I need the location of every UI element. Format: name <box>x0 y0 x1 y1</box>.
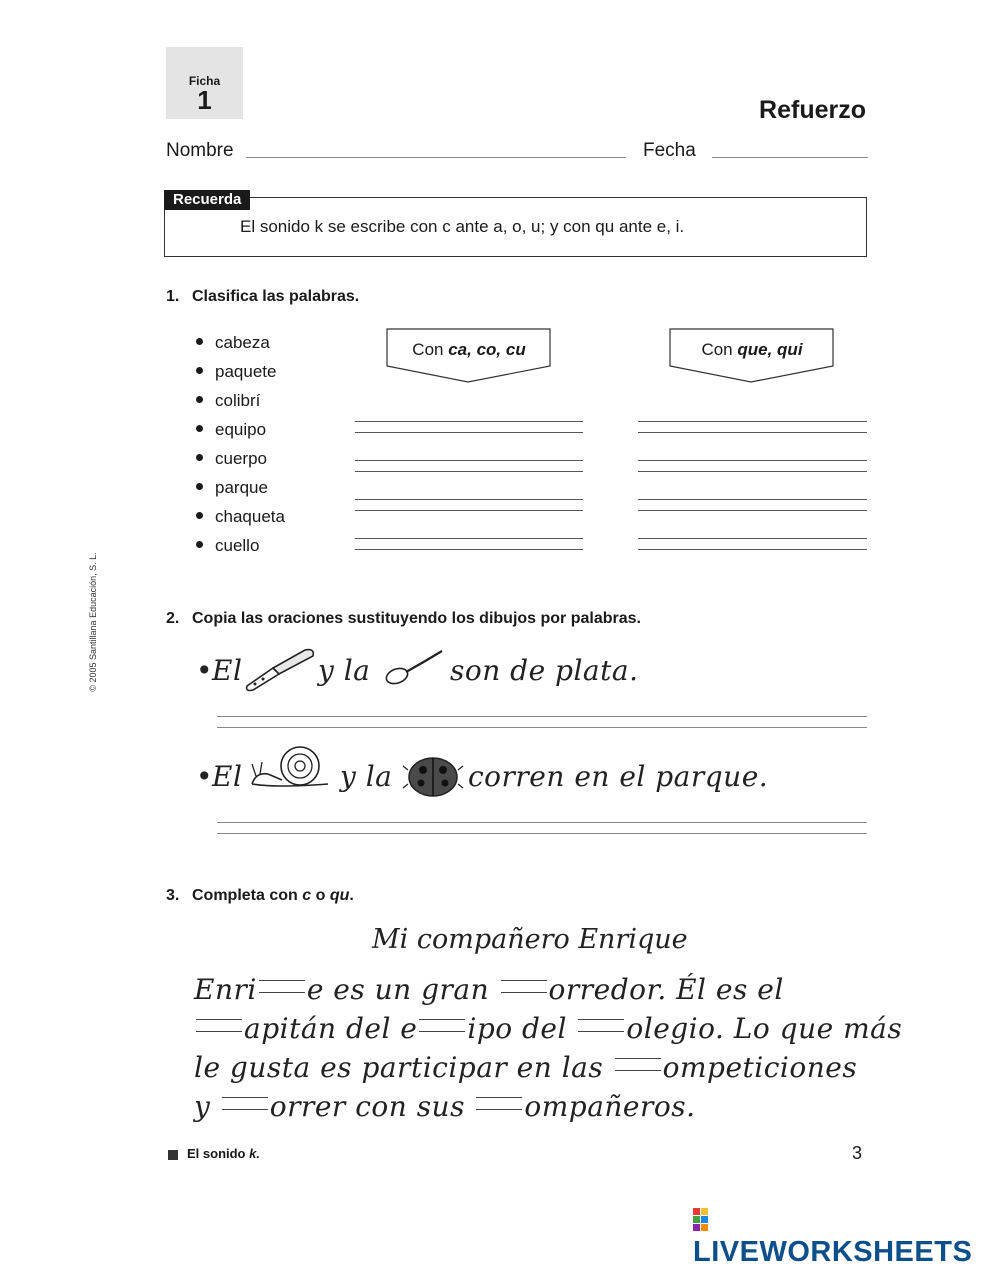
knife-icon <box>243 646 319 694</box>
copy-line-1a[interactable] <box>217 716 867 717</box>
word-text: colibrí <box>215 391 261 410</box>
word-text: equipo <box>215 420 267 439</box>
exercise3-title-c: c <box>302 887 312 904</box>
exercise3-title-o: o <box>315 887 326 904</box>
exercise2-title-text: Copia las oraciones sustituyendo los dibujos por palabras. <box>192 610 641 627</box>
snail-icon <box>246 740 334 792</box>
brand-watermark <box>693 1203 1000 1269</box>
rule-sentence: El sonido k se escribe con c ante a, o, u; y con qu ante e, i. <box>240 217 685 236</box>
story-text: le gusta es participar en las <box>194 1051 604 1084</box>
category-box-c-letters: ca, co, cu <box>448 340 526 359</box>
answer-line-c-3[interactable] <box>355 499 583 511</box>
date-input-line[interactable] <box>712 157 868 158</box>
story-text: apitán del e <box>244 1012 418 1045</box>
story-text: ompañeros. <box>524 1090 696 1123</box>
story-text: y <box>194 1090 211 1123</box>
bullet-icon <box>196 483 203 490</box>
blank-input[interactable] <box>501 980 547 993</box>
word-text: parque <box>215 478 268 497</box>
sentence1-part2: y la <box>318 654 371 687</box>
page-title: Refuerzo <box>759 96 866 124</box>
answer-line-qu-4[interactable] <box>638 538 867 550</box>
word-text: paquete <box>215 362 277 381</box>
page-number: 3 <box>852 1143 863 1163</box>
category-box-qu-letters: que, qui <box>737 340 803 359</box>
exercise3-title <box>166 887 354 905</box>
answer-line-qu-2[interactable] <box>638 460 867 472</box>
list-item <box>196 478 268 498</box>
exercise1-title-text: Clasifica las palabras. <box>192 288 360 305</box>
sentence2-bullet: • <box>196 760 214 793</box>
story-text: Enri <box>194 973 257 1006</box>
ficha-label: Ficha <box>188 74 221 88</box>
sentence2-part3: corren en el parque. <box>468 760 769 793</box>
ladybug-icon <box>402 750 464 800</box>
category-box-qu-prefix: Con <box>701 340 733 359</box>
story-line-1 <box>194 973 784 1006</box>
bullet-icon <box>196 367 203 374</box>
brand-text: LIVEWORKSHEETS <box>693 1236 973 1268</box>
copy-line-1b[interactable] <box>217 727 867 728</box>
blank-input[interactable] <box>419 1019 465 1032</box>
story-text: ompeticiones <box>662 1051 858 1084</box>
answer-line-qu-3[interactable] <box>638 499 867 511</box>
bullet-icon <box>196 454 203 461</box>
category-box-c <box>386 340 552 360</box>
exercise2-title <box>166 610 641 628</box>
answer-line-qu-1[interactable] <box>638 421 867 433</box>
word-text: cuerpo <box>215 449 267 468</box>
category-box-c-prefix: Con <box>412 340 444 359</box>
exercise3-number: 3. <box>166 887 180 904</box>
footer-topic-letter: k. <box>249 1146 260 1161</box>
story-line-3 <box>194 1051 857 1084</box>
answer-line-c-4[interactable] <box>355 538 583 550</box>
exercise3-title-prefix: Completa con <box>192 887 298 904</box>
list-item <box>196 507 285 527</box>
sentence1-part3: son de plata. <box>450 654 639 687</box>
bullet-icon <box>196 338 203 345</box>
category-box-qu <box>669 340 835 360</box>
ficha-number: 1 <box>197 85 212 115</box>
exercise1-title <box>166 288 359 306</box>
answer-line-c-1[interactable] <box>355 421 583 433</box>
ficha-badge <box>166 47 243 119</box>
list-item <box>196 391 260 411</box>
story-line-2 <box>194 1012 902 1045</box>
name-input-line[interactable] <box>246 157 626 158</box>
blank-input[interactable] <box>259 980 305 993</box>
bullet-icon <box>196 541 203 548</box>
footer-square-icon <box>168 1150 178 1160</box>
word-text: cuello <box>215 536 260 555</box>
word-text: chaqueta <box>215 507 285 526</box>
liveworksheets-logo-icon <box>693 1208 717 1232</box>
bullet-icon <box>196 425 203 432</box>
story-line-4 <box>194 1090 696 1123</box>
exercise3-title-suffix: . <box>349 887 354 904</box>
word-text: cabeza <box>215 333 270 352</box>
story-text: olegio. Lo que más <box>626 1012 903 1045</box>
sentence1-part1: El <box>212 654 243 687</box>
list-item <box>196 536 259 556</box>
bullet-icon <box>196 396 203 403</box>
answer-line-c-2[interactable] <box>355 460 583 472</box>
blank-input[interactable] <box>196 1019 242 1032</box>
blank-input[interactable] <box>615 1058 661 1071</box>
sentence1-bullet: • <box>196 654 214 687</box>
copyright-notice: © 2005 Santillana Educación, S. L. <box>88 552 98 692</box>
sentence2-part2: y la <box>340 760 393 793</box>
exercise2-number: 2. <box>166 610 180 627</box>
exercise1-number: 1. <box>166 288 180 305</box>
bullet-icon <box>196 512 203 519</box>
copy-line-2b[interactable] <box>217 833 867 834</box>
list-item <box>196 420 266 440</box>
spoon-icon <box>384 648 446 688</box>
story-title: Mi compañero Enrique <box>372 924 688 955</box>
rule-text <box>240 217 684 237</box>
recuerda-tag: Recuerda <box>164 190 250 210</box>
list-item <box>196 333 270 353</box>
story-text: orrer con sus <box>269 1090 465 1123</box>
story-text: e es un gran <box>306 973 490 1006</box>
exercise3-title-qu: qu <box>329 887 350 904</box>
blank-input[interactable] <box>578 1019 624 1032</box>
story-text: ipo del <box>467 1012 567 1045</box>
blank-input[interactable] <box>476 1097 522 1110</box>
story-text: orredor. Él es el <box>548 973 784 1006</box>
footer-topic <box>187 1146 260 1161</box>
list-item <box>196 449 267 469</box>
footer-topic-prefix: El sonido <box>187 1146 246 1161</box>
date-label: Fecha <box>643 140 696 161</box>
copy-line-2a[interactable] <box>217 822 867 823</box>
blank-input[interactable] <box>222 1097 268 1110</box>
name-label: Nombre <box>166 140 234 161</box>
sentence2-part1: El <box>212 760 243 793</box>
list-item <box>196 362 276 382</box>
